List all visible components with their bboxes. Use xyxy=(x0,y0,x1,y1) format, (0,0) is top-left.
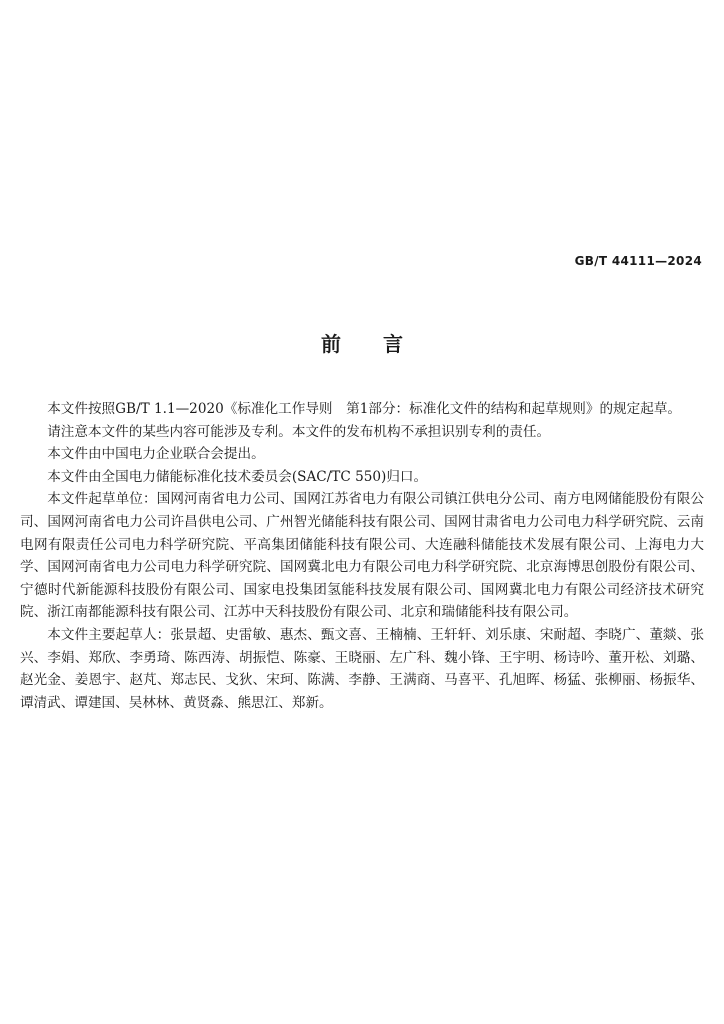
paragraph-drafting-units: 本文件起草单位：国网河南省电力公司、国网江苏省电力有限公司镇江供电分公司、南方电网储能股份有限公司、国网河南省电力公司许昌供电公司、广州智光储能科技有限公司、国网甘肃省电力公司电力科学研究院、云南电网有限责任公司电力科学研究院、平高集团储能科技有限公司、大连融科储能技术发展有限公司、上海电力大学、国网河南省电力公司电力科学研究院、国网冀北电力有限公司电力科学研究院、北京海博思创股份有限公司、宁德时代新能源科技股份有限公司、国家电投集团氢能科技发展有限公司、国网冀北电力有限公司经济技术研究院、浙江南都能源科技有限公司、江苏中天科技股份有限公司、北京和瑞储能科技有限公司。 xyxy=(20,491,704,621)
standard-code: GB/T 44111—2024 xyxy=(574,254,702,268)
page-title: 前言 xyxy=(321,332,445,356)
paragraph-drafting-rules: 本文件按照GB/T 1.1—2020《标准化工作导则 第1部分：标准化文件的结构和起草规则》的规定起草。 xyxy=(47,401,682,417)
paragraph-drafters: 本文件主要起草人：张景超、史雷敏、惠杰、甄文喜、王楠楠、王轩轩、刘乐康、宋耐超、李晓广、董燚、张兴、李娟、郑欣、李勇琦、陈西涛、胡振恺、陈豪、王晓丽、左广科、魏小锋、王宇明、杨诗吟、董开松、刘璐、赵光金、姜恩宇、赵芃、郑志民、戈狄、宋珂、陈满、李静、王满商、马喜平、孔旭晖、杨猛、张柳丽、杨振华、谭清武、谭建国、吴林林、黄贤淼、熊思江、郑新。 xyxy=(20,626,704,711)
document-body xyxy=(20,398,704,714)
paragraph-committee: 本文件由全国电力储能标准化技术委员会(SAC/TC 550)归口。 xyxy=(47,468,428,485)
paragraph-patent-notice: 请注意本文件的某些内容可能涉及专利。本文件的发布机构不承担识别专利的责任。 xyxy=(47,423,551,440)
paragraph-proposer: 本文件由中国电力企业联合会提出。 xyxy=(47,446,265,463)
